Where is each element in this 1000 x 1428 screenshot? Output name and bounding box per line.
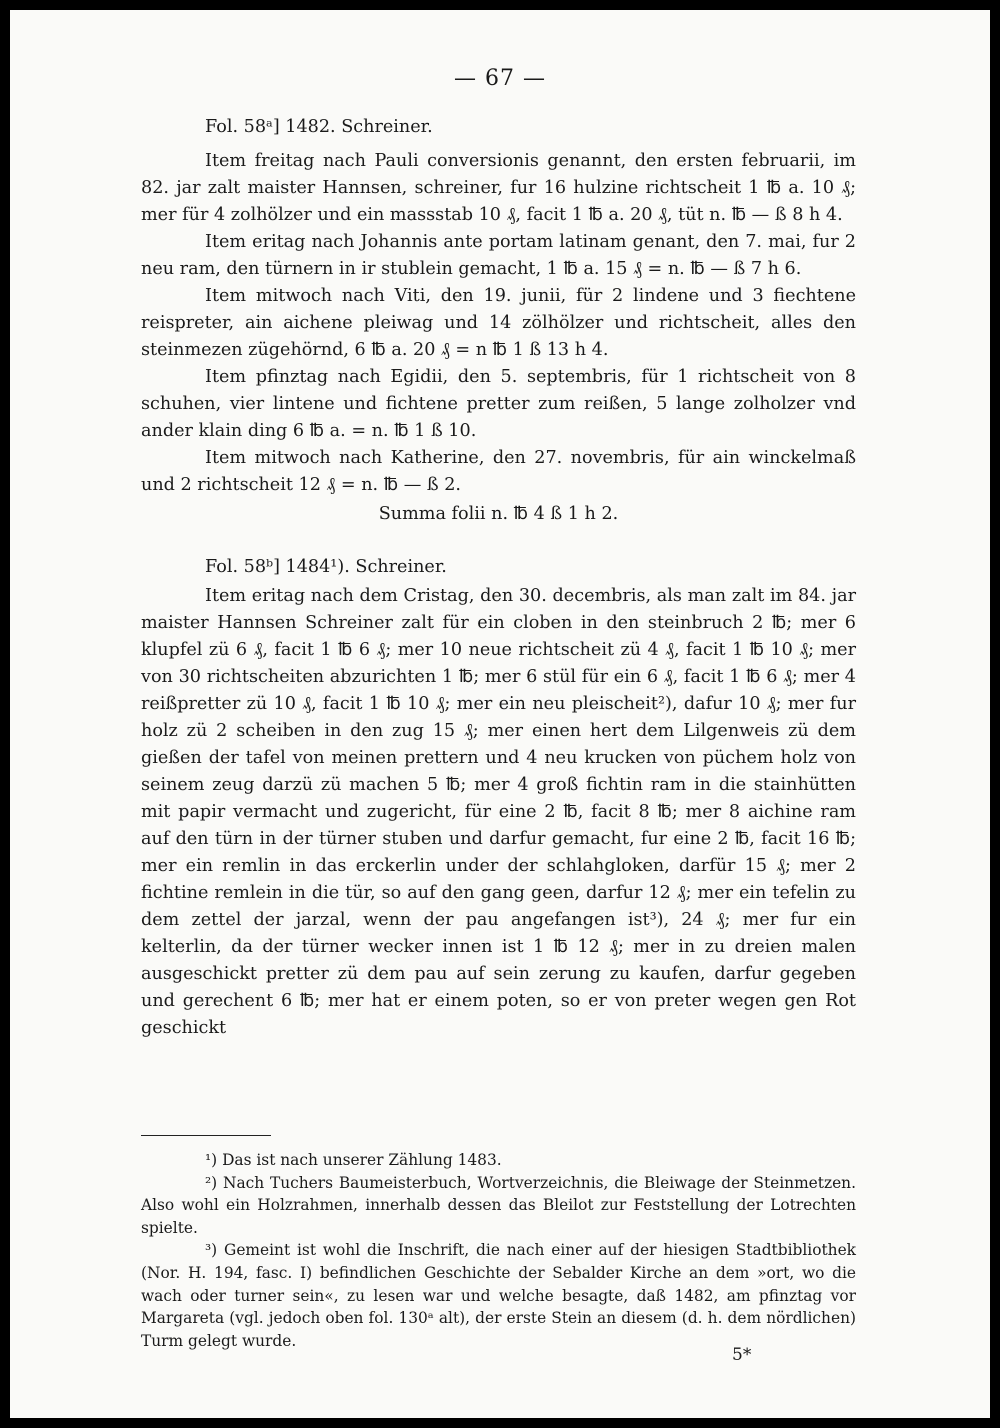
entry-paragraph: Item eritag nach Johannis ante portam latinam genant, den 7. mai, fur 2 neu ram, den türnern in ir stublein gemacht, 1 ℔ a. 15 ₰ = n. ℔ — ß 7 h 6.: [141, 232, 856, 279]
footnotes: [141, 1149, 856, 1352]
document-page: [10, 10, 990, 1418]
signature-mark: 5*: [732, 1345, 752, 1365]
entry-paragraph: Item pfinztag nach Egidii, den 5. septembris, für 1 richtscheit von 8 schuhen, vier lintene und fichtene pretter zum reißen, 5 lange zolholzer vnd ander klain ding 6 ℔ a. = n. ℔ 1 ß 10.: [141, 367, 856, 441]
footnote-divider: [141, 1135, 271, 1136]
entry-paragraph: Item freitag nach Pauli conversionis genannt, den ersten februarii, im 82. jar zalt maister Hannsen, schreiner, fur 16 hulzine richtscheit 1 ℔ a. 10 ₰; mer für 4 zolhölzer und ein massstab 10 ₰, facit 1 ℔ a. 20 ₰, tüt n. ℔ — ß 8 h 4.: [141, 151, 856, 225]
entry-paragraph: Item mitwoch nach Viti, den 19. junii, für 2 lindene und 3 fiechtene reispreter, ain aichene pleiwag und 14 zölhölzer und richtscheit, alles den steinmezen zügehörnd, 6 ℔ a. 20 ₰ = n ℔ 1 ß 13 h 4.: [141, 286, 856, 360]
entry-paragraph: Item mitwoch nach Katherine, den 27. novembris, für ain winckelmaß und 2 richtscheit 12 ₰ = n. ℔ — ß 2.: [141, 448, 856, 495]
section-heading: Fol. 58ᵃ] 1482. Schreiner.: [205, 117, 433, 137]
section-heading: Fol. 58ᵇ] 1484¹). Schreiner.: [205, 557, 447, 577]
footnote: ²) Nach Tuchers Baumeisterbuch, Wortverzeichnis, die Bleiwage der Steinmetzen. Also wohl ein Holzrahmen, innerhalb dessen das Bleilot zur Feststellung der Lotrechten spielte.: [141, 1173, 856, 1237]
summa-line: Summa folii n. ℔ 4 ß 1 h 2.: [378, 504, 619, 524]
entry-paragraph: Item eritag nach dem Cristag, den 30. decembris, als man zalt im 84. jar maister Hannsen Schreiner zalt für ein cloben in den steinbruch 2 ℔; mer 6 klupfel zü 6 ₰, facit 1 ℔ 6 ₰; mer 10 neue richtscheit zü 4 ₰, facit 1 ℔ 10 ₰; mer von 30 richtscheiten abzurichten 1 ℔; mer 6 stül für ein 6 ₰, facit 1 ℔ 6 ₰; mer 4 reißpretter zü 10 ₰, facit 1 ℔ 10 ₰; mer ein neu pleischeit²), dafur 10 ₰; mer fur holz zü 2 scheiben in den zug 15 ₰; mer einen hert dem Lilgenweis zü dem gießen der tafel von meinen prettern und 4 neu krucken von püchem holz von seinem zeug darzü zü machen 5 ℔; mer 4 groß fichtin ram in die stainhütten mit papir vermacht und zugericht, für eine 2 ℔, facit 8 ℔; mer 8 aichine ram auf den türn in der türner stuben und darfur gemacht, fur eine 2 ℔, facit 16 ℔; mer ein remlin in das erckerlin under der schlahgloken, darfür 15 ₰; mer 2 fichtine remlein in die tür, so auf den gang geen, darfur 12 ₰; mer ein tefelin zu dem zettel der jarzal, wenn der pau angefangen ist³), 24 ₰; mer fur ein kelterlin, da der türner wecker innen ist 1 ℔ 12 ₰; mer in zu dreien malen ausgeschickt pretter zü dem pau auf sein zerung zu kaufen, darfur gegeben und gerechent 6 ℔; mer hat er einem poten, so er von preter wegen gen Rot geschickt: [141, 586, 856, 1038]
footnote: ¹) Das ist nach unserer Zählung 1483.: [205, 1151, 502, 1169]
main-text: [141, 114, 856, 1042]
footnote: ³) Gemeint ist wohl die Inschrift, die nach einer auf der hiesigen Stadtbibliothek (Nor. H. 194, fasc. I) befindlichen Geschichte der Sebalder Kirche an dem »ort, wo die wach oder turner sein«, zu lesen war und welche besagte, daß 1482, am pfinztag vor Margareta (vgl. jedoch oben fol. 130ᵃ alt), der erste Stein an diesem (d. h. dem nördlichen) Turm gelegt wurde.: [141, 1241, 856, 1350]
page-number: — 67 —: [454, 66, 546, 91]
